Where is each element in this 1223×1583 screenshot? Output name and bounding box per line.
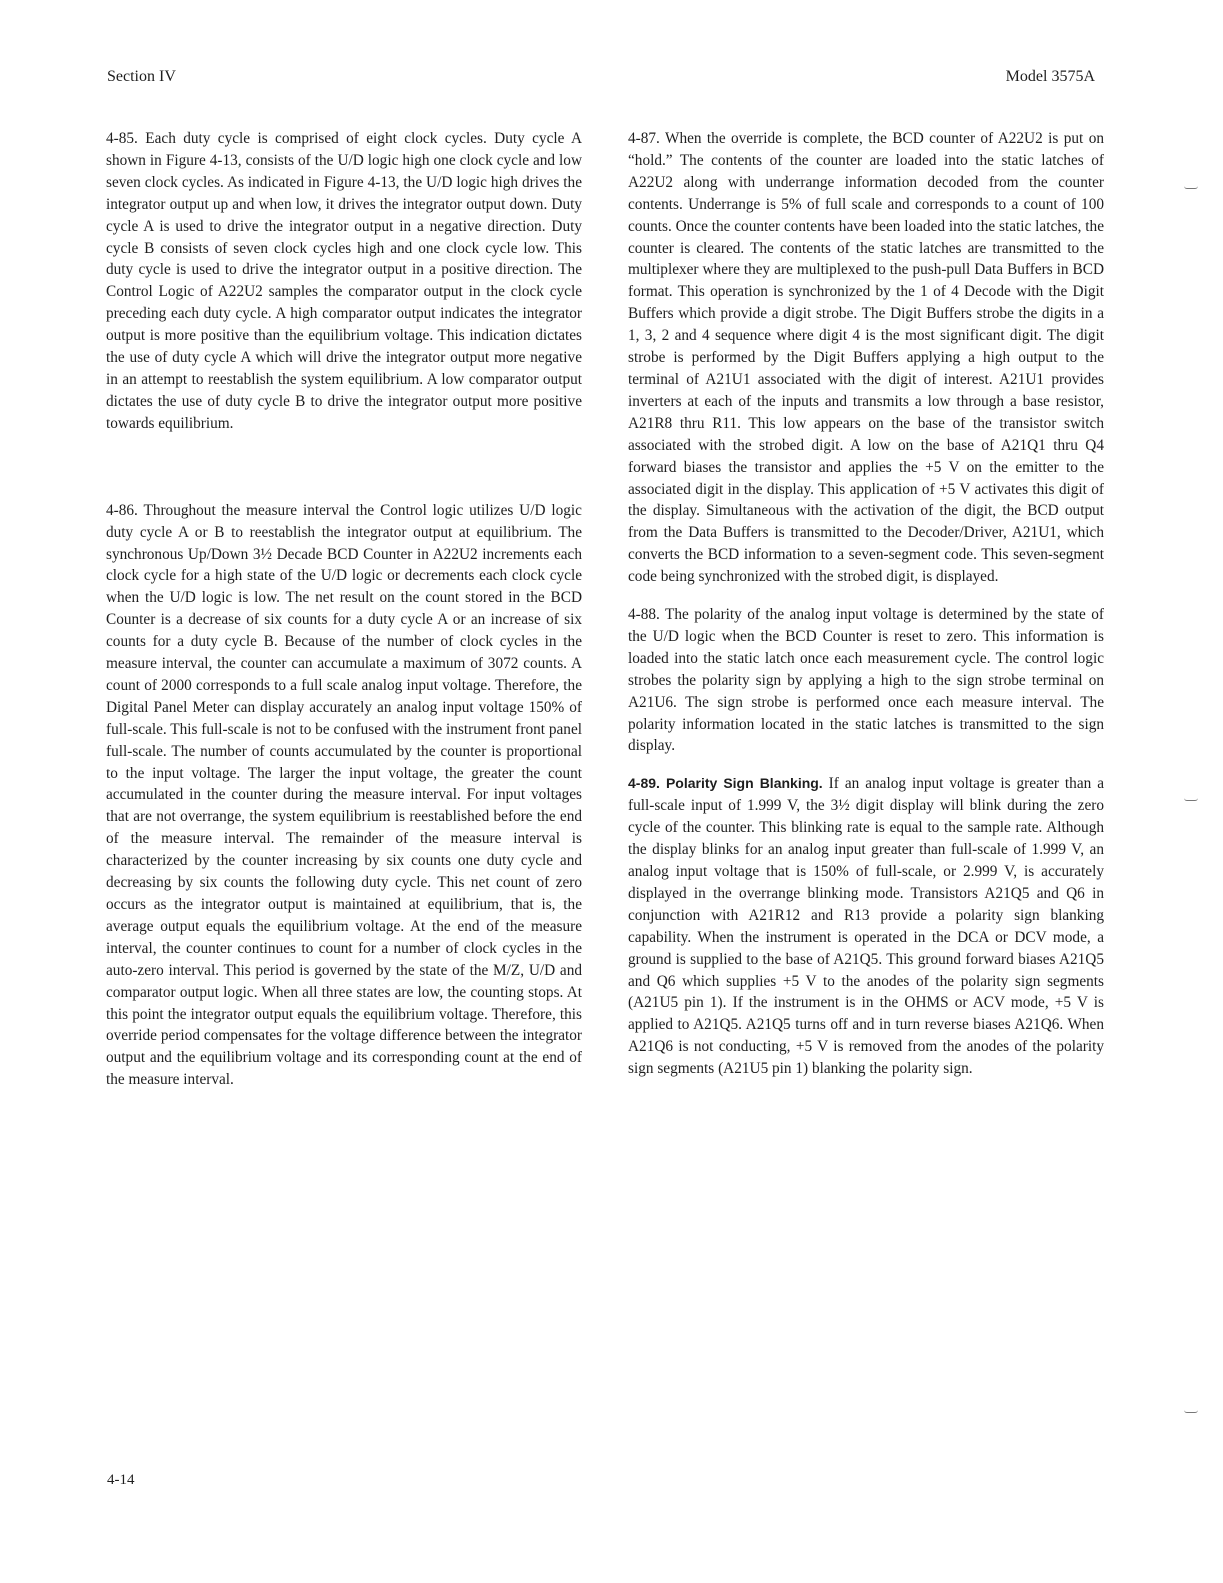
left-column <box>106 128 582 1091</box>
paragraph-number: 4-87. <box>628 130 660 147</box>
paragraph-text: The polarity of the analog input voltage is determined by the state of the U/D logic when the BCD Counter is reset to zero. This information is loaded into the static latch once each measurement cycle. The control logic strobes the polarity sign by applying a high to the sign strobe terminal on A21U6. The sign strobe is performed once each measure interval. The polarity information located in the static latches is transmitted to the sign display. <box>628 606 1104 755</box>
paragraph-4-89 <box>628 773 1104 1080</box>
paragraph-number: 4-86. <box>106 501 138 519</box>
paragraph-heading-text: Polarity Sign Blanking. <box>665 775 823 792</box>
page-number: 4-14 <box>107 1472 135 1488</box>
paragraph-number: 4-89. <box>628 775 660 792</box>
paragraph-text: Throughout the measure interval the Control logic utilizes U/D logic duty cycle A or B to reestablish the integrator output at equilibrium. The synchronous Up/Down 3½ Decade BCD Counter in A22U2 increments each clock cycle for a high state of the U/D logic or decrements each clock cycle when the U/D logic is low. The net result on the count stored in the BCD Counter is a decrease of six counts for a duty cycle A or an increase of six counts for a duty cycle B. Because of the number of clock cycles in the measure interval, the counter can accumulate a maximum of 3072 counts. A count of 2000 corresponds to a full scale analog input voltage. Therefore, the Digital Panel Meter can display accurately an analog input voltage 150% of full-scale. This full-scale is not to be confused with the instrument front panel full-scale. The number of counts accumulated by the counter is proportional to the input voltage. The larger the input voltage, the greater the count accumulated in the counter during the measure interval. For input voltages that are not overrange, the system equilibrium is reestablished before the end of the measure interval. The remainder of the measure interval is characterized by the counter increasing by six counts one duty cycle and decreasing by six counts the following duty cycle. This net count of zero occurs as the integrator output is maintained at equilibrium, that is, the average output equals the equilibrium voltage. At the end of the measure interval, the counter continues to count for a number of clock cycles in the auto-zero interval. This period is governed by the state of the M/Z, U/D and comparator output logic. When all three states are low, the counting stops. At this point the integrator output equals the equilibrium voltage. Therefore, this override period compensates for the voltage difference between the integrator output and the equilibrium voltage and its corresponding count at the end of the measure interval. <box>106 501 582 1089</box>
margin-binding-mark <box>1184 1410 1198 1413</box>
page-header <box>107 68 1095 92</box>
paragraph-number: 4-85. <box>106 130 138 147</box>
right-column <box>628 128 1104 1080</box>
section-label: Section IV <box>107 68 176 85</box>
paragraph-4-88 <box>628 604 1104 757</box>
paragraph-4-85 <box>106 128 582 435</box>
paragraph-text: If an analog input voltage is greater than a full-scale input of 1.999 V, the 3½ digit display will blink during the zero cycle of the counter. This blinking rate is equal to the sample rate. Although the display blinks for an analog input greater than full-scale of 1.999 V, an analog input voltage that is 150% of full-scale, or 2.999 V, is accurately displayed in the overrange blinking mode. Transistors A21Q5 and Q6 in conjunction with A21R12 and R13 provide a polarity sign blanking capability. When the instrument is operated in the DCA or DCV mode, a ground is supplied to the base of A21Q5. This ground forward biases A21Q5 and Q6 which supplies +5 V to the anodes of the polarity sign segments (A21U5 pin 1). If the instrument is in the OHMS or ACV mode, +5 V is applied to A21Q5. A21Q5 turns off and in turn reverse biases A21Q6. When A21Q6 is not conducting, +5 V is removed from the anodes of the polarity sign segments (A21U5 pin 1) blanking the polarity sign. <box>628 775 1105 1078</box>
margin-binding-mark <box>1184 186 1198 189</box>
paragraph-number: 4-88. <box>628 606 660 624</box>
margin-binding-mark <box>1184 798 1198 801</box>
paragraph-text: When the override is complete, the BCD counter of A22U2 is put on “hold.” The contents of the counter are loaded into the static latches of A22U2 along with underrange information decoded from the counter contents. Underrange is 5% of full scale and corresponds to a count of 100 counts. Once the counter contents have been loaded into the static latches, the counter is cleared. The contents of the static latches are transmitted to the multiplexer where they are multiplexed to the push-pull Data Buffers in BCD format. This operation is synchronized by the 1 of 4 Decode with the Digit Buffers which provide a digit strobe. The Digit Buffers strobe the digits in a 1, 3, 2 and 4 sequence where digit 4 is the most significant digit. The digit strobe is performed by the Digit Buffers applying a high output to the terminal of A21U1 associated with the digit of interest. A21U1 provides inverters at each of the inputs and transmits a low through a base resistor, A21R8 thru R11. This low appears on the base of the transistor switch associated with the strobed digit. A low on the base of A21Q1 thru Q4 forward biases the transistor and applies the +5 V on the emitter to the associated digit in the display. This application of +5 V activates this digit of the display. Simultaneous with the activation of the digit, the BCD output from the Data Buffers is transmitted to the Decoder/Driver, A21U1, which converts the BCD information to a seven-segment code. This seven-segment code being synchronized with the strobed digit, is displayed. <box>628 130 1104 586</box>
paragraph-4-86 <box>106 500 582 1091</box>
paragraph-4-87 <box>628 128 1104 588</box>
paragraph-heading <box>628 775 823 791</box>
model-label: Model 3575A <box>1005 68 1095 85</box>
paragraph-text: Each duty cycle is comprised of eight clock cycles. Duty cycle A shown in Figure 4-13, consists of the U/D logic high one clock cycle and low seven clock cycles. As indicated in Figure 4-13, the U/D logic high drives the integrator output up and when low, it drives the integrator output down. Duty cycle A is used to drive the integrator output in a negative direction. Duty cycle B consists of seven clock cycles high and one clock cycle low. This duty cycle is used to drive the integrator output in a positive direction. The Control Logic of A22U2 samples the comparator output in the clock cycle preceding each duty cycle. A high comparator output indicates the integrator output is more positive than the equilibrium voltage. This indication dictates the use of duty cycle A which will drive the integrator output more negative in an attempt to reestablish the system equilibrium. A low comparator output dictates the use of duty cycle B to drive the integrator output more positive towards equilibrium. <box>106 130 582 432</box>
